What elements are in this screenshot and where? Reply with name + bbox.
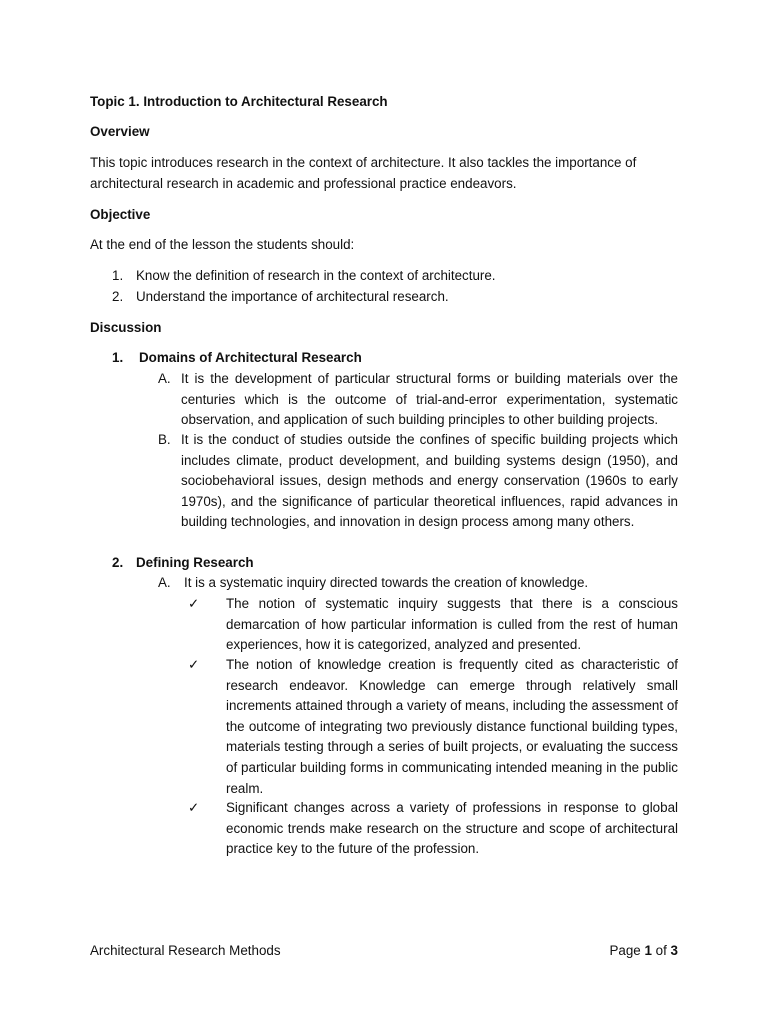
item-text: It is the development of particular structural forms or building materials over the centuries which is the outcome of trial-and-error experimentation, systematic observation, and application of such building principles to other building projects. [181,371,678,428]
section-heading [112,553,678,574]
total-pages: 3 [670,943,678,958]
page-label: Page [609,943,641,958]
check-icon: ✓ [188,596,200,611]
list-number: 1. [112,268,124,283]
check-icon: ✓ [188,800,200,815]
section-heading [112,348,678,369]
objective-intro: At the end of the lesson the students should: [90,237,355,252]
section-number: 1. [112,350,124,365]
of-label: of [655,943,667,958]
check-text: The notion of systematic inquiry suggests that there is a conscious demarcation of how particular information is culled from the rest of human experiences, how it is categorized, analyzed and presented. [226,596,678,653]
discussion-heading: Discussion [90,320,162,335]
overview-text: This topic introduces research in the context of architecture. It also tackles the importance of architectural research in academic and professional practice endeavors. [90,155,637,191]
section-title: Defining Research [136,555,254,570]
item-letter: A. [158,575,171,590]
item-letter: A. [158,371,171,386]
check-item [188,594,678,656]
item-text: It is the conduct of studies outside the confines of specific building projects which includes climate, product development, and building systems design (1950), and sociobehavioral issues, design methods and energy conservation (1960s to early 1970s), and the significance of particular theoretical influences, rapid advances in building technologies, and innovation in design process among many others. [181,432,678,530]
topic-title: Topic 1. Introduction to Architectural Research [90,94,388,109]
list-number: 2. [112,289,124,304]
list-text: Understand the importance of architectural research. [136,289,449,304]
objective-item [112,266,678,287]
section-title: Domains of Architectural Research [139,350,362,365]
current-page: 1 [644,943,652,958]
objective-item [112,287,678,308]
check-text: Significant changes across a variety of professions in response to global economic trends make research on the structure and scope of architectural practice key to the future of the profession. [226,800,678,857]
check-icon: ✓ [188,657,200,672]
check-item [188,798,678,860]
footer-course-title: Architectural Research Methods [90,943,281,958]
section-item [158,430,678,533]
objective-heading: Objective [90,207,151,222]
section-number: 2. [112,555,124,570]
list-text: Know the definition of research in the context of architecture. [136,268,496,283]
check-text: The notion of knowledge creation is frequently cited as characteristic of research endeavor. Knowledge can emerge through relatively small increments attained through a variety of means, including the assessment of the outcome of integrating two previously distance functional building types, materials testing through a series of built projects, or evaluating the success of particular building forms in communicating intended meaning in the public realm. [226,657,678,796]
section-item [158,369,678,431]
page-number [609,941,678,962]
section-item [158,573,678,594]
item-text: It is a systematic inquiry directed towards the creation of knowledge. [184,575,589,590]
overview-heading: Overview [90,124,150,139]
check-item [188,655,678,799]
item-letter: B. [158,432,171,447]
